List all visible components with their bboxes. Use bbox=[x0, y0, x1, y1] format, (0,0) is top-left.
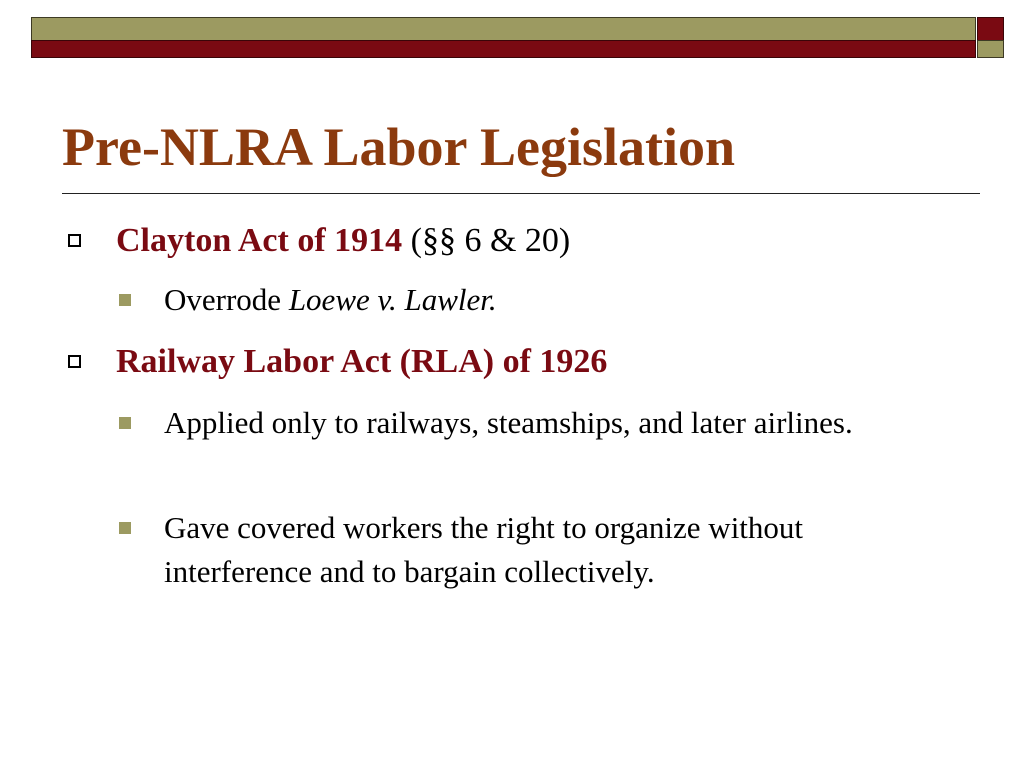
filled-square-bullet-icon bbox=[119, 417, 131, 429]
sub-bullet-text: Applied only to railways, steamships, and later airlines. bbox=[164, 405, 853, 440]
header-bar-maroon bbox=[31, 40, 976, 58]
filled-square-bullet-icon bbox=[119, 522, 131, 534]
sub-bullet-applied bbox=[164, 401, 954, 445]
bullet-detail: (§§ 6 & 20) bbox=[402, 222, 571, 259]
sub-bullet-overrode bbox=[164, 278, 954, 322]
hollow-square-bullet-icon bbox=[68, 355, 81, 368]
hollow-square-bullet-icon bbox=[68, 234, 81, 247]
bullet-heading: Clayton Act of 1914 bbox=[116, 222, 403, 259]
case-name: Loewe v. Lawler. bbox=[288, 282, 497, 317]
slide-title: Pre-NLRA Labor Legislation bbox=[62, 117, 736, 177]
sub-bullet-text: Gave covered workers the right to organize without interference and to bargain collectively. bbox=[164, 510, 804, 589]
sub-bullet-gave-workers bbox=[164, 506, 954, 594]
header-bar-olive bbox=[31, 17, 976, 41]
corner-square-maroon bbox=[977, 17, 1004, 41]
title-divider bbox=[62, 193, 980, 194]
bullet-heading: Railway Labor Act (RLA) of 1926 bbox=[116, 343, 608, 380]
bullet-railway-labor-act bbox=[116, 342, 1024, 382]
bullet-clayton-act bbox=[116, 221, 1024, 261]
sub-bullet-text: Overrode bbox=[164, 282, 289, 317]
corner-square-olive bbox=[977, 40, 1004, 58]
filled-square-bullet-icon bbox=[119, 294, 131, 306]
